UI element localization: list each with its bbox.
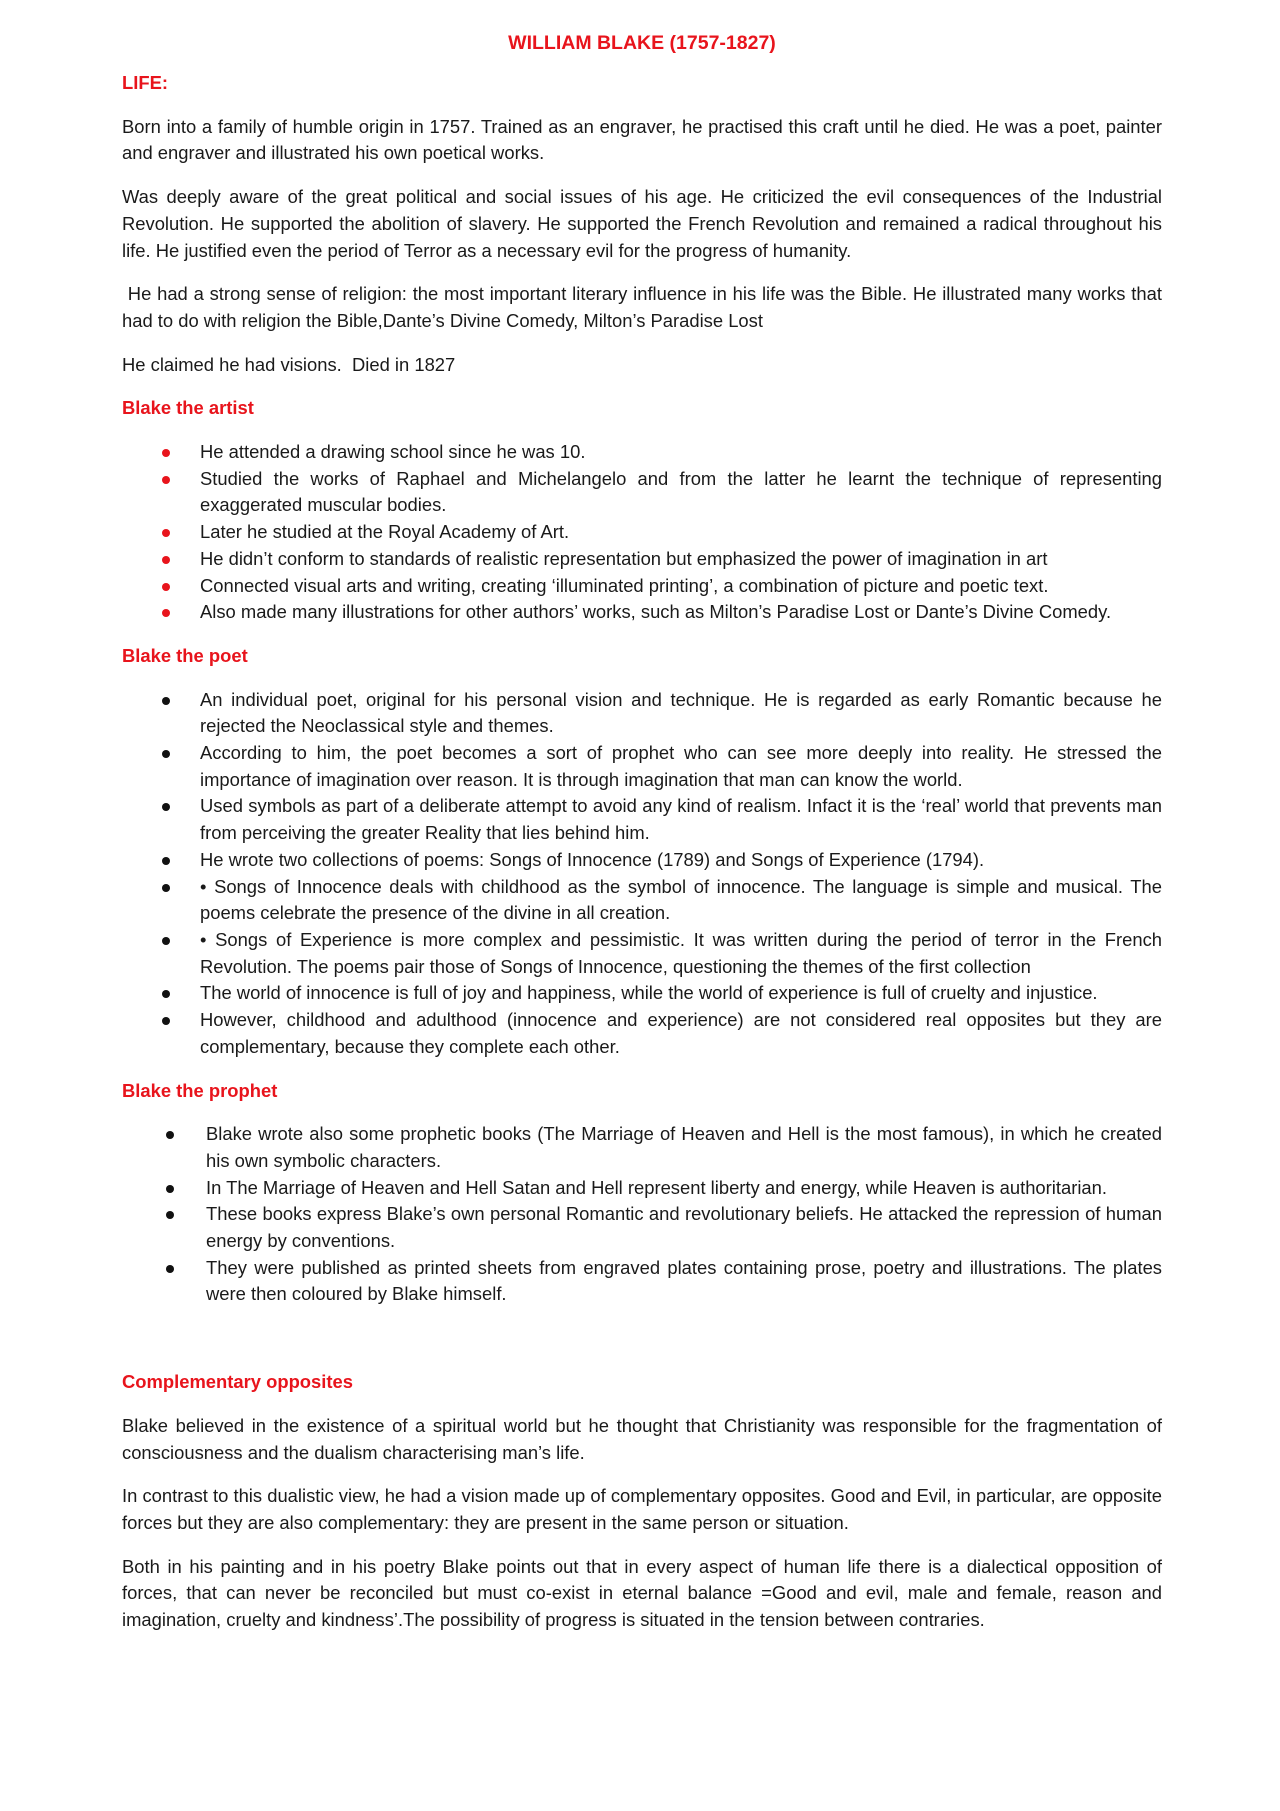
list-item <box>122 599 1162 626</box>
list-item <box>122 546 1162 573</box>
black-bullet-icon <box>162 990 170 998</box>
black-bullet-icon <box>162 1017 170 1025</box>
list-item <box>122 927 1162 980</box>
list-item-text: Studied the works of Raphael and Michelangelo and from the latter he learnt the technique of representing exaggerated muscular bodies. <box>200 467 1162 516</box>
list-item-text: He attended a drawing school since he was 10. <box>200 441 586 463</box>
section-spacer <box>122 1308 1162 1352</box>
list-item-text: Used symbols as part of a deliberate attempt to avoid any kind of realism. Infact it is the ‘real’ world that prevents man from perceiving the greater Reality that lies behind him. <box>200 795 1162 844</box>
list-item <box>122 1007 1162 1060</box>
black-bullet-icon <box>162 803 170 811</box>
list-item <box>122 793 1162 846</box>
black-bullet-icon <box>166 1185 174 1193</box>
list-item <box>122 439 1162 466</box>
list-item <box>122 874 1162 927</box>
list-item <box>122 1121 1162 1174</box>
section-heading-prophet: Blake the prophet <box>122 1079 278 1101</box>
list-item <box>122 980 1162 1007</box>
list-item-text: However, childhood and adulthood (innocence and experience) are not considered real opposites but they are complementary, because they complete each other. <box>200 1009 1162 1057</box>
list-item-text: They were published as printed sheets from engraved plates containing prose, poetry and illustrations. The plates were then coloured by Blake himself. <box>206 1256 1162 1305</box>
red-bullet-icon <box>162 556 170 564</box>
black-bullet-icon <box>166 1211 174 1219</box>
black-bullet-icon <box>162 937 170 945</box>
opposites-paragraph: Both in his painting and in his poetry Blake points out that in every aspect of human life there is a dialectical opposition of forces, that can never be reconciled but must co-exist in eternal balance =Good and evil, male and female, reason and imagination, cruelty and kindness’.The possibility of progress is situated in the tension between contraries. <box>122 1555 1162 1631</box>
list-item-text: Connected visual arts and writing, creating ‘illuminated printing’, a combination of picture and poetic text. <box>200 574 1049 596</box>
list-item-text: The world of innocence is full of joy and happiness, while the world of experience is full of cruelty and injustice. <box>200 982 1098 1004</box>
red-bullet-icon <box>162 449 170 457</box>
list-item <box>122 466 1162 519</box>
list-item <box>122 1201 1162 1254</box>
section-heading-life: LIFE: <box>122 72 168 93</box>
list-item-text: These books express Blake’s own personal Romantic and revolutionary beliefs. He attacked the repression of human energy by conventions. <box>206 1203 1162 1252</box>
black-bullet-icon <box>162 750 170 758</box>
list-item <box>122 847 1162 874</box>
list-item-text: Also made many illustrations for other authors’ works, such as Milton’s Paradise Lost or Dante’s Divine Comedy. <box>200 601 1112 623</box>
life-paragraph: He claimed he had visions. Died in 1827 <box>122 353 456 375</box>
list-item-text: Blake wrote also some prophetic books (The Marriage of Heaven and Hell is the most famous), in which he created his own symbolic characters. <box>206 1123 1162 1171</box>
list-item <box>122 740 1162 793</box>
poet-list <box>122 687 1162 1061</box>
document-title: WILLIAM BLAKE (1757-1827) <box>508 32 776 54</box>
opposites-paragraph: In contrast to this dualistic view, he had a vision made up of complementary opposites. Good and Evil, in particular, are opposite forces but they are also complementary: they are present in the same person or situation. <box>122 1485 1162 1533</box>
list-item <box>122 519 1162 546</box>
black-bullet-icon <box>162 884 170 892</box>
list-item-text: An individual poet, original for his personal vision and technique. He is regarded as early Romantic because he rejected the Neoclassical style and themes. <box>200 688 1162 737</box>
list-item-text: According to him, the poet becomes a sort of prophet who can see more deeply into reality. He stressed the importance of imagination over reason. It is through imagination that man can know the world. <box>200 742 1162 790</box>
black-bullet-icon <box>166 1131 174 1139</box>
list-item <box>122 687 1162 740</box>
list-item <box>122 573 1162 600</box>
red-bullet-icon <box>162 609 170 617</box>
prophet-list <box>122 1121 1162 1308</box>
black-bullet-icon <box>166 1265 174 1273</box>
list-item-text: • Songs of Innocence deals with childhood as the symbol of innocence. The language is simple and musical. The poems celebrate the presence of the divine in all creation. <box>200 875 1162 924</box>
red-bullet-icon <box>162 583 170 591</box>
artist-list <box>122 439 1162 626</box>
list-item-text: Later he studied at the Royal Academy of Art. <box>200 521 570 543</box>
list-item-text: He didn’t conform to standards of realistic representation but emphasized the power of imagination in art <box>200 547 1048 569</box>
list-item <box>122 1255 1162 1308</box>
list-item-text: He wrote two collections of poems: Songs of Innocence (1789) and Songs of Experience (1794). <box>200 848 985 870</box>
list-item <box>122 1175 1162 1202</box>
section-heading-poet: Blake the poet <box>122 644 248 666</box>
list-item-text: In The Marriage of Heaven and Hell Satan and Hell represent liberty and energy, while Heaven is authoritarian. <box>206 1176 1107 1198</box>
life-paragraph: Born into a family of humble origin in 1757. Trained as an engraver, he practised this craft until he died. He was a poet, painter and engraver and illustrated his own poetical works. <box>122 115 1162 164</box>
list-item-text: • Songs of Experience is more complex and pessimistic. It was written during the period of terror in the French Revolution. The poems pair those of Songs of Innocence, questioning the themes of the first collection <box>200 928 1162 977</box>
black-bullet-icon <box>162 697 170 705</box>
life-paragraph: He had a strong sense of religion: the most important literary influence in his life was the Bible. He illustrated many works that had to do with religion the Bible,Dante’s Divine Comedy, Milton’s Paradise Lost <box>122 283 1168 331</box>
opposites-paragraph: Blake believed in the existence of a spiritual world but he thought that Christianity was responsible for the fragmentation of consciousness and the dualism characterising man’s life. <box>122 1414 1162 1463</box>
black-bullet-icon <box>162 857 170 865</box>
life-paragraph: Was deeply aware of the great political and social issues of his age. He criticized the evil consequences of the Industrial Revolution. He supported the abolition of slavery. He supported the French Revolution and remained a radical throughout his life. He justified even the period of Terror as a necessary evil for the progress of humanity. <box>122 186 1162 261</box>
red-bullet-icon <box>162 529 170 537</box>
section-heading-artist: Blake the artist <box>122 397 254 419</box>
section-heading-opposites: Complementary opposites <box>122 1371 353 1393</box>
red-bullet-icon <box>162 476 170 484</box>
